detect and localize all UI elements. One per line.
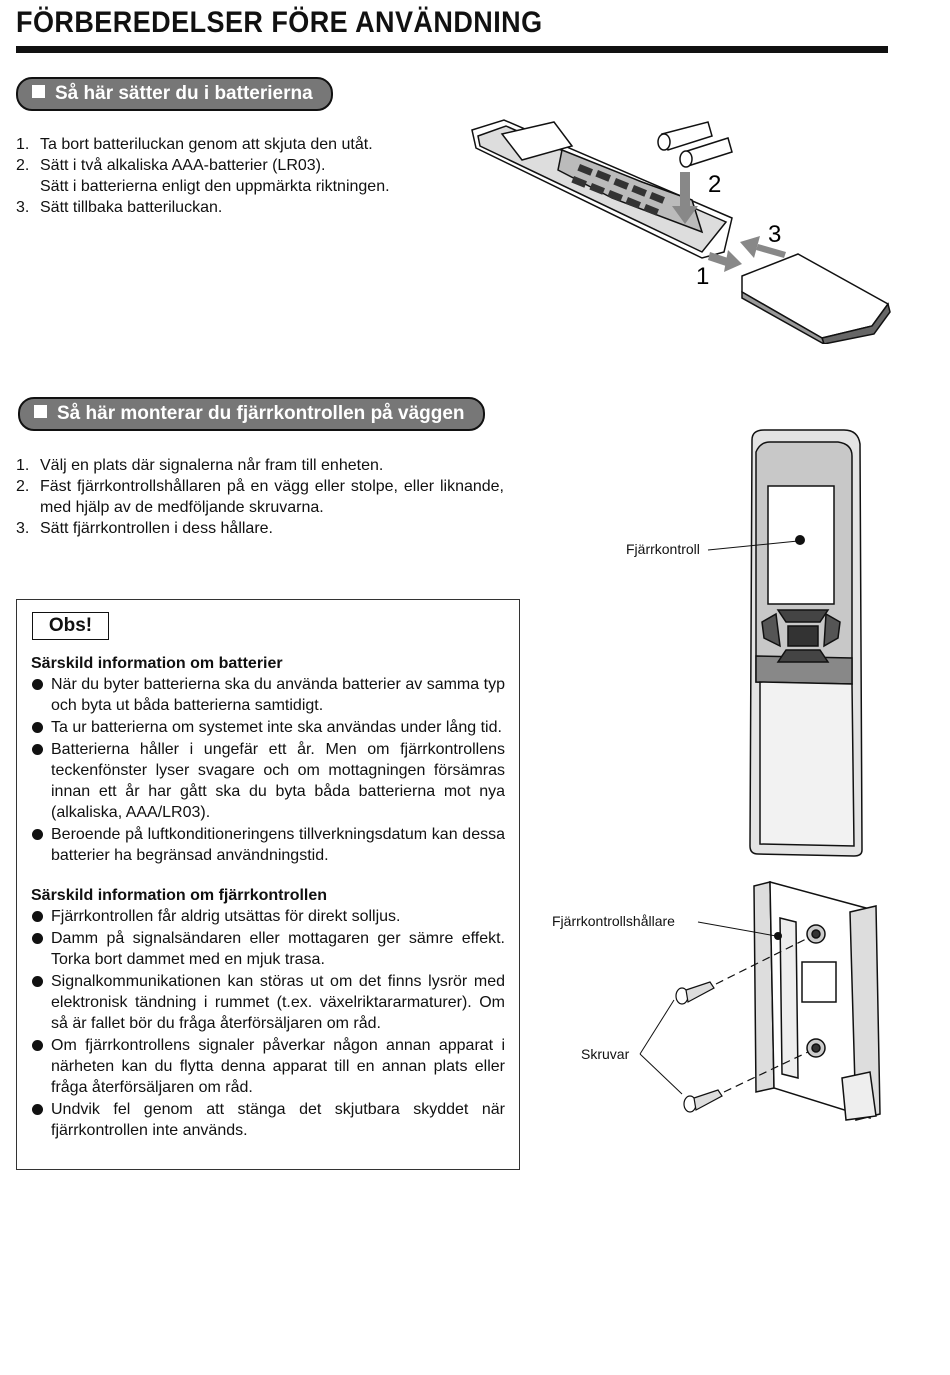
list-item: 2. Fäst fjärrkontrollshållaren på en vägg eller stolpe, eller liknande, med hjälp av de medföljande skruvarna. bbox=[16, 478, 504, 516]
title-rule bbox=[16, 46, 888, 53]
note-content bbox=[31, 653, 505, 1142]
list-item: Ta ur batterierna om systemet inte ska användas under lång tid. bbox=[31, 717, 505, 738]
section-heading-wall-mount bbox=[18, 397, 485, 431]
note-box bbox=[16, 599, 520, 1170]
list-item: 1. Ta bort batteriluckan genom att skjuta den utåt. bbox=[16, 136, 373, 153]
battery-steps bbox=[16, 134, 456, 218]
list-item: 3. Sätt tillbaka batteriluckan. bbox=[16, 199, 223, 216]
square-bullet-icon bbox=[34, 405, 47, 418]
holder-label: Fjärrkontrollshållare bbox=[552, 913, 675, 929]
battery-cover-illustration bbox=[742, 254, 890, 344]
note-label: Obs! bbox=[32, 612, 109, 640]
remote-info-list bbox=[31, 906, 505, 1141]
remote-label: Fjärrkontroll bbox=[626, 541, 700, 557]
list-item: Beroende på luftkonditioneringens tillverkningsdatum kan dessa batterier ha begränsad användningstid. bbox=[31, 824, 505, 866]
figure-step-2-label: 2 bbox=[708, 171, 722, 198]
battery-installation-figure bbox=[462, 112, 902, 344]
holder-leader-line bbox=[690, 912, 790, 952]
list-item: Fjärrkontrollen får aldrig utsättas för direkt solljus. bbox=[31, 906, 505, 927]
section-heading-text: Så här monterar du fjärrkontrollen på väggen bbox=[57, 403, 465, 424]
slide-out-arrow-icon bbox=[708, 250, 742, 272]
screws-label: Skruvar bbox=[581, 1046, 630, 1062]
page-title: FÖRBEREDELSER FÖRE ANVÄNDNING bbox=[16, 6, 543, 39]
aaa-batteries-illustration bbox=[658, 122, 732, 167]
wall-mount-steps bbox=[16, 455, 504, 539]
list-item: När du byter batterierna ska du använda batterier av samma typ och byta ut båda batterierna samtidigt. bbox=[31, 674, 505, 716]
list-item: 3. Sätt fjärrkontrollen i dess hållare. bbox=[16, 520, 273, 537]
screws-leader-lines bbox=[634, 990, 694, 1110]
list-item: Om fjärrkontrollens signaler påverkar någon annan apparat i närheten kan du flytta denna apparat till en annan plats eller fråga återförsäljaren om råd. bbox=[31, 1035, 505, 1098]
figure-step-3-label: 3 bbox=[768, 221, 782, 248]
list-item: 2. Sätt i två alkaliska AAA-batterier (LR03). Sätt i batterierna enligt den uppmärkta riktningen. bbox=[16, 157, 390, 195]
list-item: Undvik fel genom att stänga det skjutbara skyddet när fjärrkontrollen inte används. bbox=[31, 1099, 505, 1141]
remote-leader-line bbox=[700, 530, 810, 560]
list-item: 1. Välj en plats där signalerna når fram till enheten. bbox=[16, 457, 384, 474]
section-heading-batteries bbox=[16, 77, 333, 111]
list-item: Damm på signalsändaren eller mottagaren ger sämre effekt. Torka bort dammet med en mjuk trasa. bbox=[31, 928, 505, 970]
battery-info-list bbox=[31, 674, 505, 866]
battery-info-heading: Särskild information om batterier bbox=[31, 655, 283, 672]
square-bullet-icon bbox=[32, 85, 45, 98]
remote-controller-figure bbox=[740, 426, 870, 860]
list-item: Signalkommunikationen kan störas ut om det finns lysrör med elektronisk tändning i rummet (t.ex. växelriktararmaturer). Om så är fallet bör du fråga återförsäljaren om råd. bbox=[31, 971, 505, 1034]
figure-step-1-label: 1 bbox=[696, 263, 710, 290]
remote-info-heading: Särskild information om fjärrkontrollen bbox=[31, 887, 328, 904]
list-item: Batterierna håller i ungefär ett år. Men om fjärrkontrollens teckenfönster lyser svagare och om mottagningen försämras innan ett år har gått ska du byta båda batterierna mot nya (alkaliska, AAA/LR03). bbox=[31, 739, 505, 823]
section-heading-text: Så här sätter du i batterierna bbox=[55, 83, 313, 104]
